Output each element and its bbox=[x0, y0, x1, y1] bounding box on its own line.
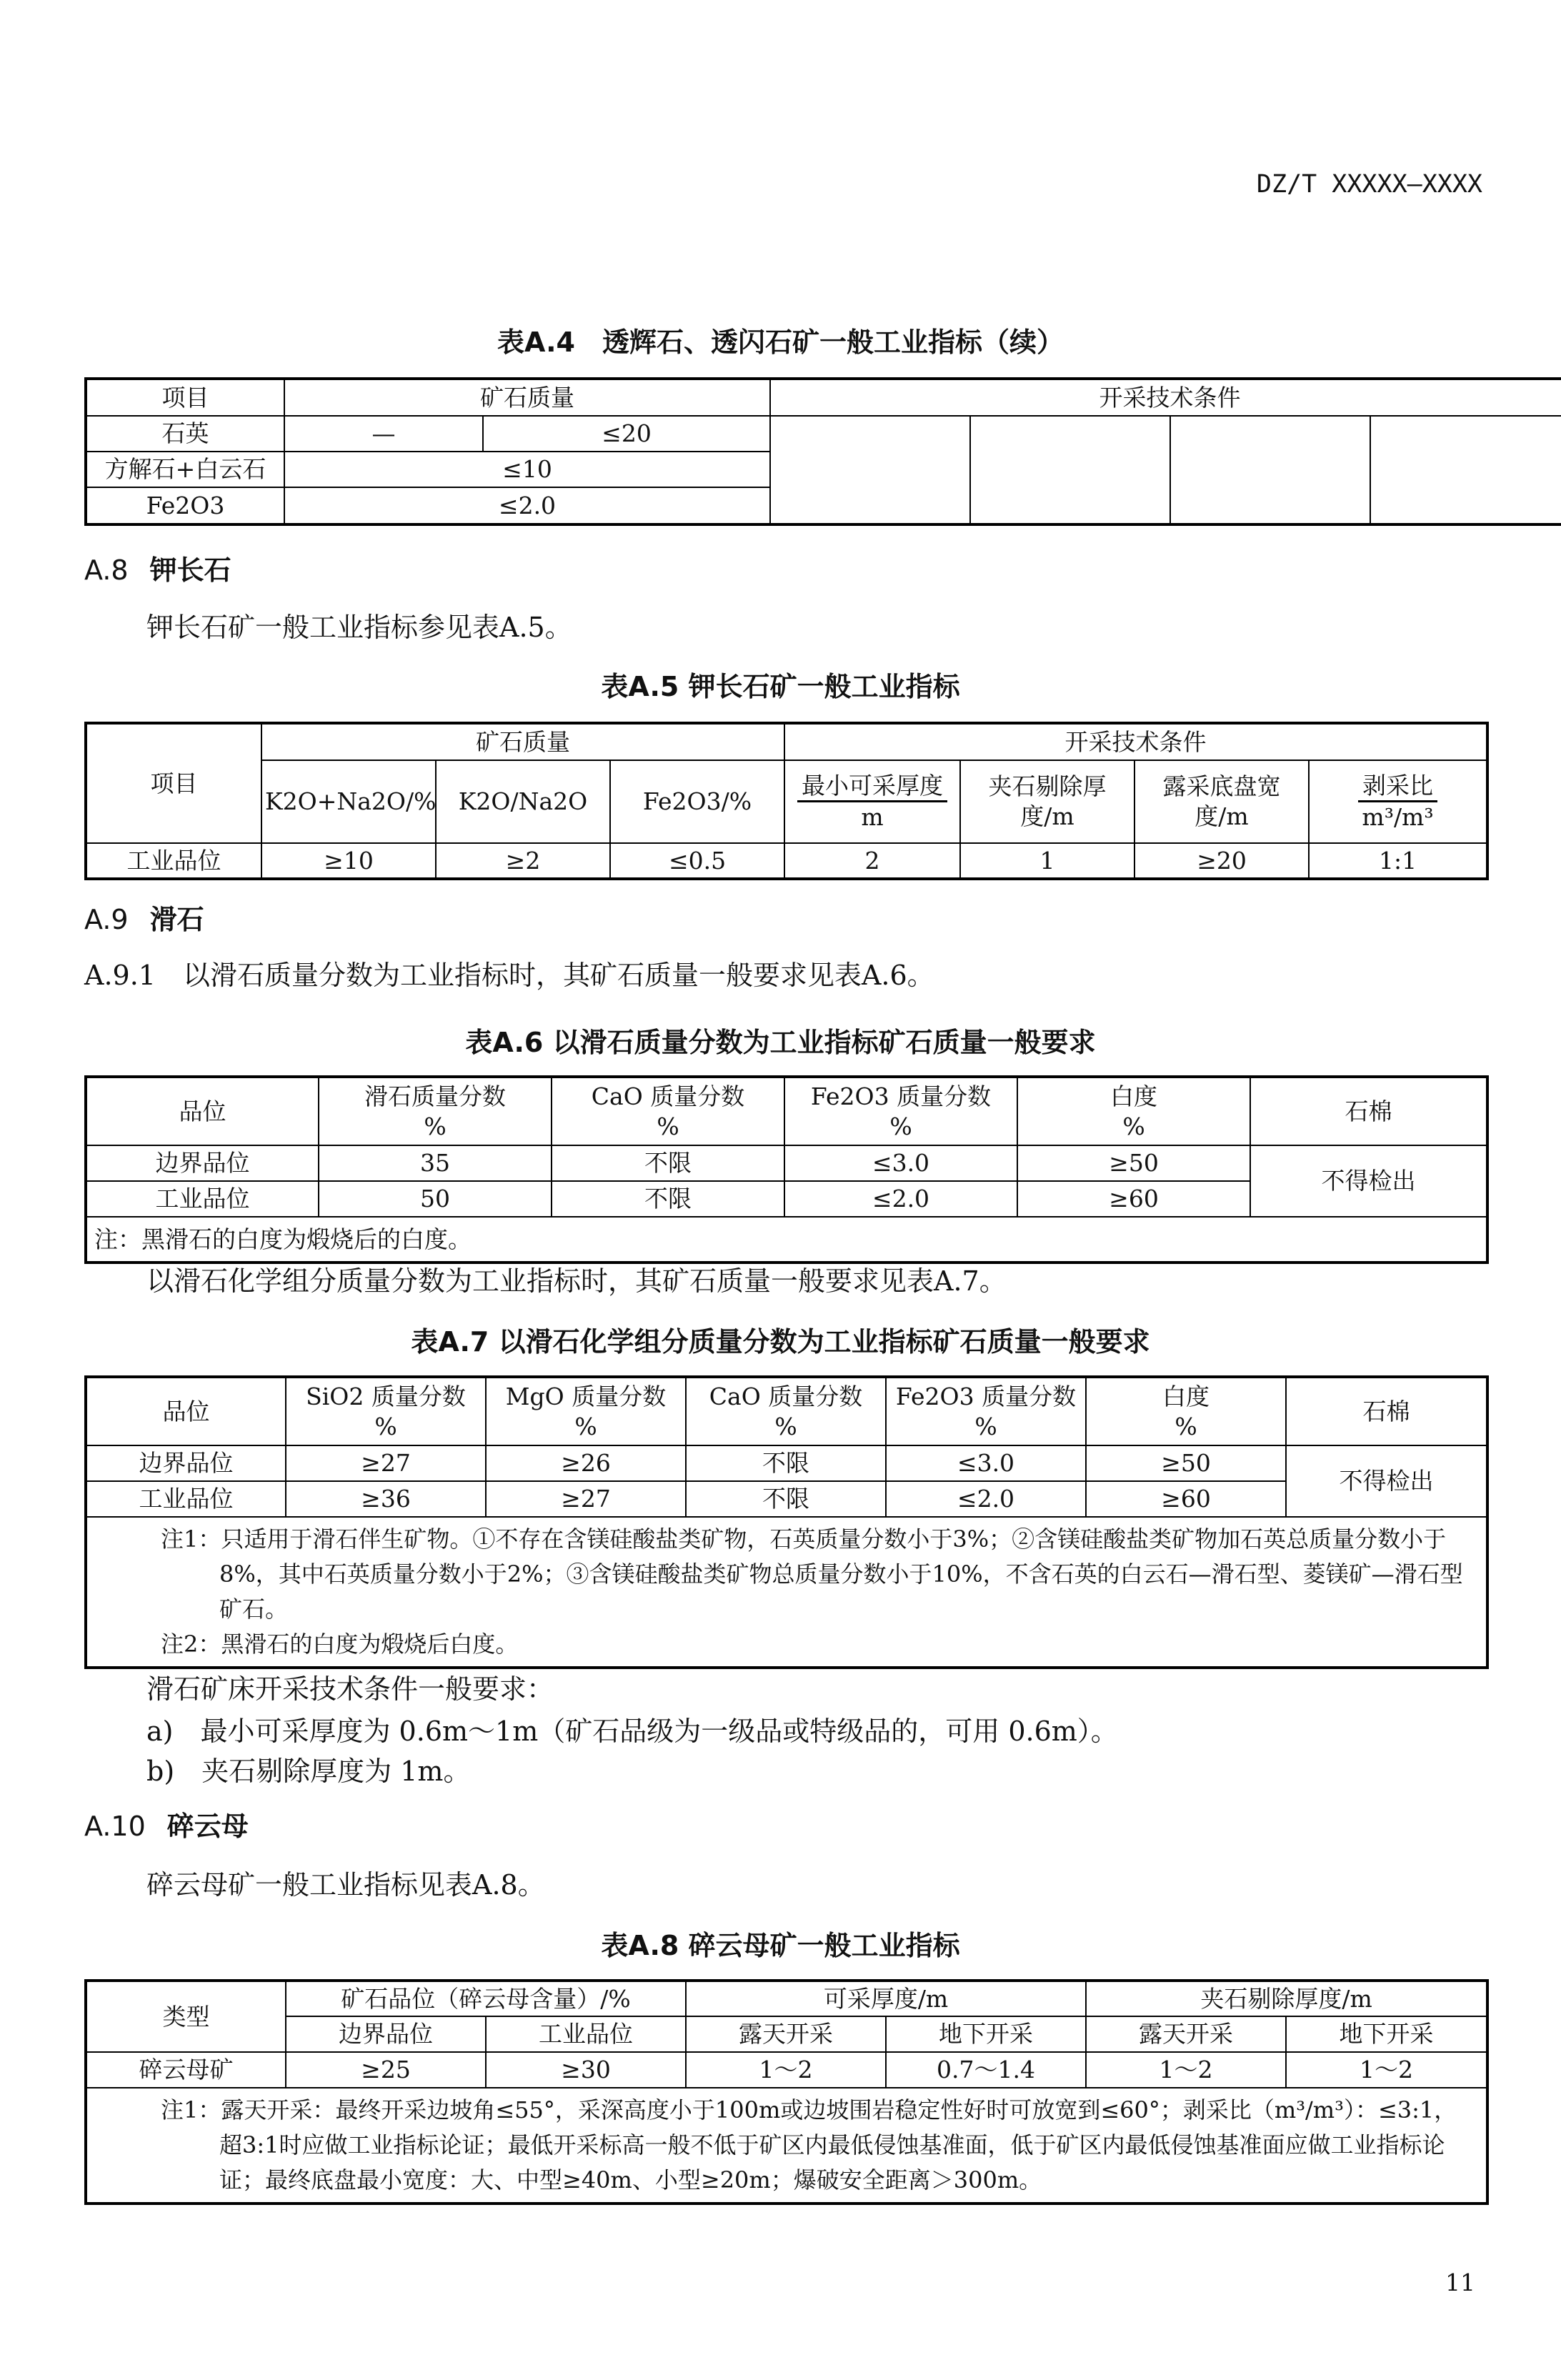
table-note bbox=[86, 2088, 1487, 2204]
header-cell: CaO 质量分数 % bbox=[552, 1077, 784, 1145]
table-cell: ≥2 bbox=[436, 843, 610, 879]
header-cell: 露天开采 bbox=[1086, 2016, 1286, 2052]
header-cell: Fe2O3 质量分数 % bbox=[886, 1377, 1086, 1445]
table-cell: 工业品位 bbox=[86, 1181, 319, 1217]
table-cell: ≥27 bbox=[486, 1481, 686, 1517]
table-a7-caption: 表A.7 以滑石化学组分质量分数为工业指标矿石质量一般要求 bbox=[411, 1326, 1150, 1358]
header-cell: 矿石质量 bbox=[261, 723, 784, 760]
header-cell: Fe2O3 质量分数 % bbox=[784, 1077, 1017, 1145]
table-cell: ≤0.5 bbox=[610, 843, 784, 879]
table-cell: ≤20 bbox=[483, 416, 770, 452]
header-cell: 夹石剔除厚度/m bbox=[960, 760, 1134, 843]
section-a10: A.10 碎云母 bbox=[84, 1811, 249, 1842]
table-cell: 1～2 bbox=[1086, 2052, 1286, 2088]
header-cell: 类型 bbox=[86, 1981, 286, 2052]
header-cell: K2O+Na2O/% bbox=[261, 760, 436, 843]
table-cell: 不限 bbox=[552, 1181, 784, 1217]
header-cell: 地下开采 bbox=[1286, 2016, 1487, 2052]
table-cell: ≥26 bbox=[486, 1445, 686, 1481]
header-cell: 边界品位 bbox=[286, 2016, 486, 2052]
table-cell: 工业品位 bbox=[86, 843, 261, 879]
table-cell bbox=[970, 416, 1170, 524]
paragraph: A.9.1 以滑石质量分数为工业指标时，其矿石质量一般要求见表A.6。 bbox=[84, 960, 934, 991]
header-cell: MgO 质量分数 % bbox=[486, 1377, 686, 1445]
header-cell: 石棉 bbox=[1286, 1377, 1487, 1445]
table-a4-caption: 表A.4 透辉石、透闪石矿一般工业指标（续） bbox=[497, 327, 1064, 358]
table-cell: 50 bbox=[319, 1181, 552, 1217]
header-cell: CaO 质量分数 % bbox=[686, 1377, 886, 1445]
page-number: 11 bbox=[1445, 2269, 1475, 2296]
table-a6 bbox=[84, 1075, 1489, 1264]
table-note-2: 注2：黑滑石的白度为煅烧后白度。 bbox=[161, 1630, 519, 1658]
header-cell: 最小可采厚度 m bbox=[784, 760, 960, 843]
table-note-1: 注1：露天开采：最终开采边坡角≤55°，采深高度小于100m或边坡围岩稳定性好时可放宽到≤60°；剥采比（m³/m³）：≤3:1，超3:1时应做工业指标论证；最低开采标高一般不低于矿区内最低侵蚀基准面，低于矿区内最低侵蚀基准面应做工业指标论证；最终底盘最小宽度：大、中型≥40m、小型≥20m；爆破安全距离＞300m。 bbox=[161, 2096, 1457, 2194]
table-cell: 边界品位 bbox=[86, 1145, 319, 1181]
table-cell: — bbox=[284, 416, 483, 452]
list-item: b) 夹石剔除厚度为 1m。 bbox=[146, 1756, 471, 1787]
table-note bbox=[86, 1517, 1487, 1668]
paragraph: 以滑石化学组分质量分数为工业指标时，其矿石质量一般要求见表A.7。 bbox=[146, 1265, 1007, 1297]
table-a5-caption: 表A.5 钾长石矿一般工业指标 bbox=[601, 671, 960, 702]
table-cell bbox=[770, 416, 970, 524]
header-cell: 夹石剔除厚度/m bbox=[1086, 1981, 1487, 2016]
table-cell: 方解石+白云石 bbox=[86, 452, 284, 487]
header-cell: 露天开采 bbox=[686, 2016, 886, 2052]
header-cell: 可采厚度/m bbox=[686, 1981, 1086, 2016]
header-cell: Fe2O3/% bbox=[610, 760, 784, 843]
header-cell: 项目 bbox=[86, 379, 284, 416]
list-item: a) 最小可采厚度为 0.6m～1m（矿石品级为一级品或特级品的，可用 0.6m）。 bbox=[146, 1716, 1118, 1747]
table-cell: 不限 bbox=[686, 1481, 886, 1517]
document-header: DZ/T XXXXX—XXXX bbox=[1256, 170, 1482, 199]
paragraph: 滑石矿床开采技术条件一般要求： bbox=[146, 1673, 554, 1705]
header-cell: 工业品位 bbox=[486, 2016, 686, 2052]
table-cell: ≥60 bbox=[1086, 1481, 1286, 1517]
table-cell: 不限 bbox=[552, 1145, 784, 1181]
table-cell: ≥50 bbox=[1017, 1145, 1250, 1181]
table-a5 bbox=[84, 722, 1489, 880]
table-cell: ≥50 bbox=[1086, 1445, 1286, 1481]
header-cell: 露采底盘宽度/m bbox=[1134, 760, 1309, 843]
header-cell: 滑石质量分数 % bbox=[319, 1077, 552, 1145]
table-a4 bbox=[84, 377, 1561, 526]
table-cell: 边界品位 bbox=[86, 1445, 286, 1481]
table-cell: ≤3.0 bbox=[784, 1145, 1017, 1181]
header-cell: SiO2 质量分数 % bbox=[286, 1377, 486, 1445]
table-cell: ≥25 bbox=[286, 2052, 486, 2088]
header-cell: 品位 bbox=[86, 1377, 286, 1445]
table-cell bbox=[1370, 416, 1561, 524]
table-note: 注：黑滑石的白度为煅烧后的白度。 bbox=[86, 1217, 1487, 1263]
table-cell: ≥30 bbox=[486, 2052, 686, 2088]
table-cell: 不得检出 bbox=[1250, 1145, 1487, 1217]
paragraph: 碎云母矿一般工业指标见表A.8。 bbox=[146, 1869, 545, 1901]
table-cell: 1 bbox=[960, 843, 1134, 879]
table-cell: ≥27 bbox=[286, 1445, 486, 1481]
table-cell: ≤2.0 bbox=[284, 487, 770, 524]
header-cell: 开采技术条件 bbox=[784, 723, 1487, 760]
table-cell: 不得检出 bbox=[1286, 1445, 1487, 1517]
header-cell: 品位 bbox=[86, 1077, 319, 1145]
table-a8 bbox=[84, 1979, 1489, 2205]
table-cell: 1～2 bbox=[1286, 2052, 1487, 2088]
table-cell: 碎云母矿 bbox=[86, 2052, 286, 2088]
header-cell: 开采技术条件 bbox=[770, 379, 1561, 416]
header-cell: 白度 % bbox=[1017, 1077, 1250, 1145]
table-cell: 1:1 bbox=[1309, 843, 1487, 879]
table-a7 bbox=[84, 1375, 1489, 1669]
table-cell: 2 bbox=[784, 843, 960, 879]
header-cell: K2O/Na2O bbox=[436, 760, 610, 843]
table-cell: ≤2.0 bbox=[784, 1181, 1017, 1217]
table-cell: Fe2O3 bbox=[86, 487, 284, 524]
header-cell: 项目 bbox=[86, 723, 261, 843]
table-cell bbox=[1170, 416, 1370, 524]
table-cell: ≤2.0 bbox=[886, 1481, 1086, 1517]
table-note-1: 注1：只适用于滑石伴生矿物。①不存在含镁硅酸盐类矿物，石英质量分数小于3%；②含镁硅酸盐类矿物加石英总质量分数小于8%，其中石英质量分数小于2%；③含镁硅酸盐类矿物总质量分数小于10%，不含石英的白云石—滑石型、菱镁矿—滑石型矿石。 bbox=[161, 1525, 1463, 1623]
header-cell: 矿石品位（碎云母含量）/% bbox=[286, 1981, 686, 2016]
table-a6-caption: 表A.6 以滑石质量分数为工业指标矿石质量一般要求 bbox=[465, 1027, 1096, 1058]
table-cell: ≥20 bbox=[1134, 843, 1309, 879]
table-cell: ≤3.0 bbox=[886, 1445, 1086, 1481]
table-cell: 工业品位 bbox=[86, 1481, 286, 1517]
table-cell: ≥10 bbox=[261, 843, 436, 879]
header-cell: 矿石质量 bbox=[284, 379, 770, 416]
header-cell: 地下开采 bbox=[886, 2016, 1086, 2052]
paragraph: 钾长石矿一般工业指标参见表A.5。 bbox=[146, 612, 572, 643]
table-cell: 石英 bbox=[86, 416, 284, 452]
table-a8-caption: 表A.8 碎云母矿一般工业指标 bbox=[601, 1930, 960, 1961]
table-cell: 35 bbox=[319, 1145, 552, 1181]
header-cell: 剥采比 m³/m³ bbox=[1309, 760, 1487, 843]
section-a8: A.8 钾长石 bbox=[84, 554, 231, 586]
section-a9: A.9 滑石 bbox=[84, 904, 204, 935]
table-cell: ≥36 bbox=[286, 1481, 486, 1517]
table-cell: 不限 bbox=[686, 1445, 886, 1481]
header-cell: 白度 % bbox=[1086, 1377, 1286, 1445]
table-cell: 0.7～1.4 bbox=[886, 2052, 1086, 2088]
header-cell: 石棉 bbox=[1250, 1077, 1487, 1145]
table-cell: 1～2 bbox=[686, 2052, 886, 2088]
table-cell: ≥60 bbox=[1017, 1181, 1250, 1217]
table-cell: ≤10 bbox=[284, 452, 770, 487]
